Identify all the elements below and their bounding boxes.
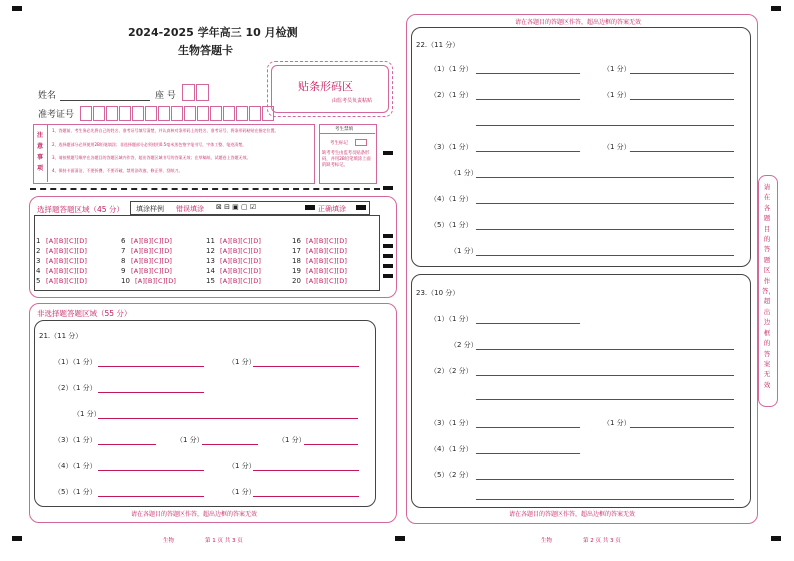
answer-line[interactable] [476, 375, 734, 376]
sync-mark [383, 186, 393, 190]
answer-line[interactable] [476, 125, 734, 126]
card-title: 生物答题卡 [178, 44, 233, 57]
page1-footer-page: 第 1 页 共 3 页 [205, 538, 243, 544]
answer-line[interactable] [476, 499, 734, 500]
choice-options[interactable]: [A][B][C][D] [306, 267, 348, 275]
q22-5b-label: （1 分） [450, 247, 478, 255]
answer-line[interactable] [630, 151, 734, 152]
q21-2-label: （2）（1 分） [54, 384, 97, 392]
page1-bottom-notice: 请在各题目的答题区作答，超出边框的答案无效 [131, 511, 258, 518]
choice-number: 11 [206, 237, 215, 245]
choice-item[interactable] [36, 268, 87, 287]
notice-side-label: 注 意 事 项 [37, 132, 44, 172]
answer-line[interactable] [98, 444, 156, 445]
locator-mark [771, 536, 781, 541]
q22-2-label: （2）（1 分） [430, 91, 473, 99]
q23-3b-label: （1 分） [603, 419, 631, 427]
q22-3c-label: （1 分） [450, 169, 478, 177]
seat-label: 座 号 [155, 91, 176, 101]
sync-mark [383, 254, 393, 258]
q21-5-label: （5）（1 分） [54, 488, 97, 496]
page2-bottom-notice: 请在各题目的答题区作答，超出边框的答案无效 [509, 511, 636, 518]
choice-options[interactable]: [A][B][C][D] [306, 257, 348, 265]
q22-2b-label: （1 分） [603, 91, 631, 99]
choice-number: 8 [121, 257, 126, 265]
q22-title: 22.（11 分） [416, 41, 460, 49]
q21-1b-label: （1 分） [228, 358, 256, 366]
q23-4-label: （4）（1 分） [430, 445, 473, 453]
absent-mark-box[interactable] [355, 139, 367, 146]
q22-3b-label: （1 分） [603, 143, 631, 151]
q22-4-label: （4）（1 分） [430, 195, 473, 203]
choice-options[interactable]: [A][B][C][D] [220, 257, 262, 265]
answer-line[interactable] [476, 73, 580, 74]
q21-5b-label: （1 分） [228, 488, 256, 496]
choice-number: 20 [292, 277, 301, 285]
q21-2b-label: （1 分） [73, 410, 101, 418]
answer-line[interactable] [98, 496, 204, 497]
q23-title: 23.（10 分） [416, 289, 460, 297]
answer-line[interactable] [630, 99, 734, 100]
answer-line[interactable] [476, 151, 580, 152]
q22-1b-label: （1 分） [603, 65, 631, 73]
cut-line [30, 188, 380, 190]
q23-1b-label: （2 分） [450, 341, 478, 349]
choice-options[interactable]: [A][B][C][D] [220, 267, 262, 275]
answer-line[interactable] [476, 323, 580, 324]
choice-options[interactable]: [A][B][C][D] [131, 247, 173, 255]
choice-options[interactable]: [A][B][C][D] [220, 277, 262, 285]
locator-mark [12, 6, 22, 11]
choice-number: 3 [36, 257, 41, 265]
choice-number: 2 [36, 247, 41, 255]
q22-5-label: （5）（1 分） [430, 221, 473, 229]
wrong-fill-label: 错误填涂 [176, 205, 204, 213]
answer-line[interactable] [202, 444, 258, 445]
answer-line[interactable] [476, 177, 734, 178]
notice-item: 1、答题前，考生务必先将自己的姓名、准考证号填写清楚，并认真核对条形码上的姓名、准考证号，将条形码粘贴在指定位置。 [52, 128, 279, 133]
q21-4-label: （4）（1 分） [54, 462, 97, 470]
page2-top-notice: 请在各题目的答题区作答，超出边框的答案无效 [515, 19, 642, 26]
choice-options[interactable]: [A][B][C][D] [306, 237, 348, 245]
right-fill-label: 正确填涂 [318, 205, 346, 213]
absent-desc: 缺考考生由监考员贴条形码，并用2B铅笔填涂上面的缺考标记。 [322, 151, 371, 168]
choice-options[interactable]: [A][B][C][D] [46, 247, 88, 255]
locator-mark [12, 536, 22, 541]
answer-line[interactable] [476, 349, 734, 350]
locator-mark [395, 536, 405, 541]
choice-item[interactable] [121, 268, 176, 287]
absent-title: 考生禁填 [335, 127, 353, 132]
choice-number: 19 [292, 267, 301, 275]
answer-line[interactable] [304, 444, 358, 445]
choice-number: 5 [36, 277, 41, 285]
q23-3-label: （3）（1 分） [430, 419, 473, 427]
answer-line[interactable] [476, 399, 734, 400]
absent-label: 考生标记 [330, 141, 348, 146]
notice-item: 3、请按照题号顺序在各题目的答题区域内作答，超出答题区域书写的答案无效；在草稿纸、试题卷上答题无效。 [52, 155, 251, 160]
seat-boxes[interactable] [182, 82, 210, 101]
sync-mark [383, 234, 393, 238]
notice-divider [47, 124, 48, 182]
ticket-label: 准考证号 [38, 110, 75, 120]
choice-number: 12 [206, 247, 215, 255]
choice-number: 14 [206, 267, 215, 275]
answer-line[interactable] [476, 99, 580, 100]
q21-4b-label: （1 分） [228, 462, 256, 470]
answer-line[interactable] [98, 418, 358, 419]
choice-number: 18 [292, 257, 301, 265]
q21-3c-label: （1 分） [278, 436, 306, 444]
answer-line[interactable] [630, 73, 734, 74]
choice-options[interactable]: [A][B][C][D] [46, 257, 88, 265]
answer-line[interactable] [476, 203, 734, 204]
q23-5-label: （5）（2 分） [430, 471, 473, 479]
choice-options[interactable]: [A][B][C][D] [46, 267, 88, 275]
answer-line[interactable] [98, 470, 204, 471]
sync-mark [383, 264, 393, 268]
notice-item: 2、选择题部分必须使用2B铅笔填涂；非选择题部分必须使用0.5毫米黑色签字笔书写，字体工整、笔迹清楚。 [52, 142, 247, 147]
answer-line[interactable] [253, 366, 359, 367]
answer-line[interactable] [630, 427, 734, 428]
ticket-boxes[interactable] [80, 103, 275, 122]
choice-item[interactable] [206, 268, 261, 287]
choice-number: 15 [206, 277, 215, 285]
choice-options[interactable]: [A][B][C][D] [306, 247, 348, 255]
choice-item[interactable] [292, 268, 347, 287]
right-fill-sample [305, 205, 315, 210]
q21-3b-label: （1 分） [176, 436, 204, 444]
choice-number: 16 [292, 237, 301, 245]
choice-number: 7 [121, 247, 126, 255]
choice-options[interactable]: [A][B][C][D] [131, 237, 173, 245]
answer-line[interactable] [476, 427, 580, 428]
page2-footer-subject: 生物 [541, 538, 553, 544]
choice-number: 10 [121, 277, 130, 285]
sync-mark [383, 244, 393, 248]
nonchoice-section-title: 非选择题答题区域（55 分） [37, 309, 132, 318]
answer-line[interactable] [253, 496, 359, 497]
name-label: 姓名 [38, 91, 57, 101]
choice-options[interactable]: [A][B][C][D] [220, 237, 262, 245]
q21-3-label: （3）（1 分） [54, 436, 97, 444]
choice-options[interactable]: [A][B][C][D] [306, 277, 348, 285]
choice-number: 9 [121, 267, 126, 275]
choice-number: 13 [206, 257, 215, 265]
choice-options[interactable]: [A][B][C][D] [46, 277, 88, 285]
locator-mark [771, 6, 781, 11]
q22-1-label: （1）（1 分） [430, 65, 473, 73]
choice-number: 1 [36, 237, 41, 245]
sync-mark [383, 151, 393, 155]
answer-line[interactable] [98, 366, 204, 367]
q23-2-label: （2）（2 分） [430, 367, 473, 375]
choice-options[interactable]: [A][B][C][D] [131, 257, 173, 265]
side-notice: 请在各题目的答题区作答，超出边框的答案无效 [762, 183, 775, 389]
choice-number: 6 [121, 237, 126, 245]
answer-line[interactable] [253, 470, 359, 471]
notice-item: 4、保持卡面清洁，不要折叠、不要弄破，禁用涂改液、修正带、刮纸刀。 [52, 168, 183, 173]
page2-footer-page: 第 2 页 共 3 页 [583, 538, 621, 544]
choice-options[interactable]: [A][B][C][D] [135, 277, 177, 285]
page1-footer-subject: 生物 [163, 538, 175, 544]
q22-3-label: （3）（1 分） [430, 143, 473, 151]
q21-1-label: （1）（1 分） [54, 358, 97, 366]
sync-mark [383, 274, 393, 278]
choice-number: 17 [292, 247, 301, 255]
right-fill-block [356, 205, 366, 210]
barcode-title: 贴条形码区 [298, 80, 353, 93]
fill-sample-label: 填涂样例 [136, 205, 164, 213]
q23-1-label: （1）（1 分） [430, 315, 473, 323]
exam-title: 2024-2025 学年高三 10 月检测 [128, 26, 298, 39]
answer-line[interactable] [476, 229, 734, 230]
name-field[interactable] [60, 100, 150, 101]
choice-options[interactable]: [A][B][C][D] [46, 237, 88, 245]
choice-section-title: 选择题答题区域（45 分） [37, 205, 124, 214]
barcode-subtitle: 由监考员负责粘贴 [332, 98, 373, 104]
choice-options[interactable]: [A][B][C][D] [220, 247, 262, 255]
answer-line[interactable] [98, 392, 204, 393]
answer-line[interactable] [476, 479, 734, 480]
answer-line[interactable] [476, 255, 734, 256]
answer-line[interactable] [476, 453, 580, 454]
wrong-fill-samples: ⊠ ⊟ ▣ ▢ ☑ [216, 203, 257, 211]
choice-options[interactable]: [A][B][C][D] [131, 267, 173, 275]
choice-number: 4 [36, 267, 41, 275]
q21-title: 21.（11 分） [39, 332, 83, 340]
